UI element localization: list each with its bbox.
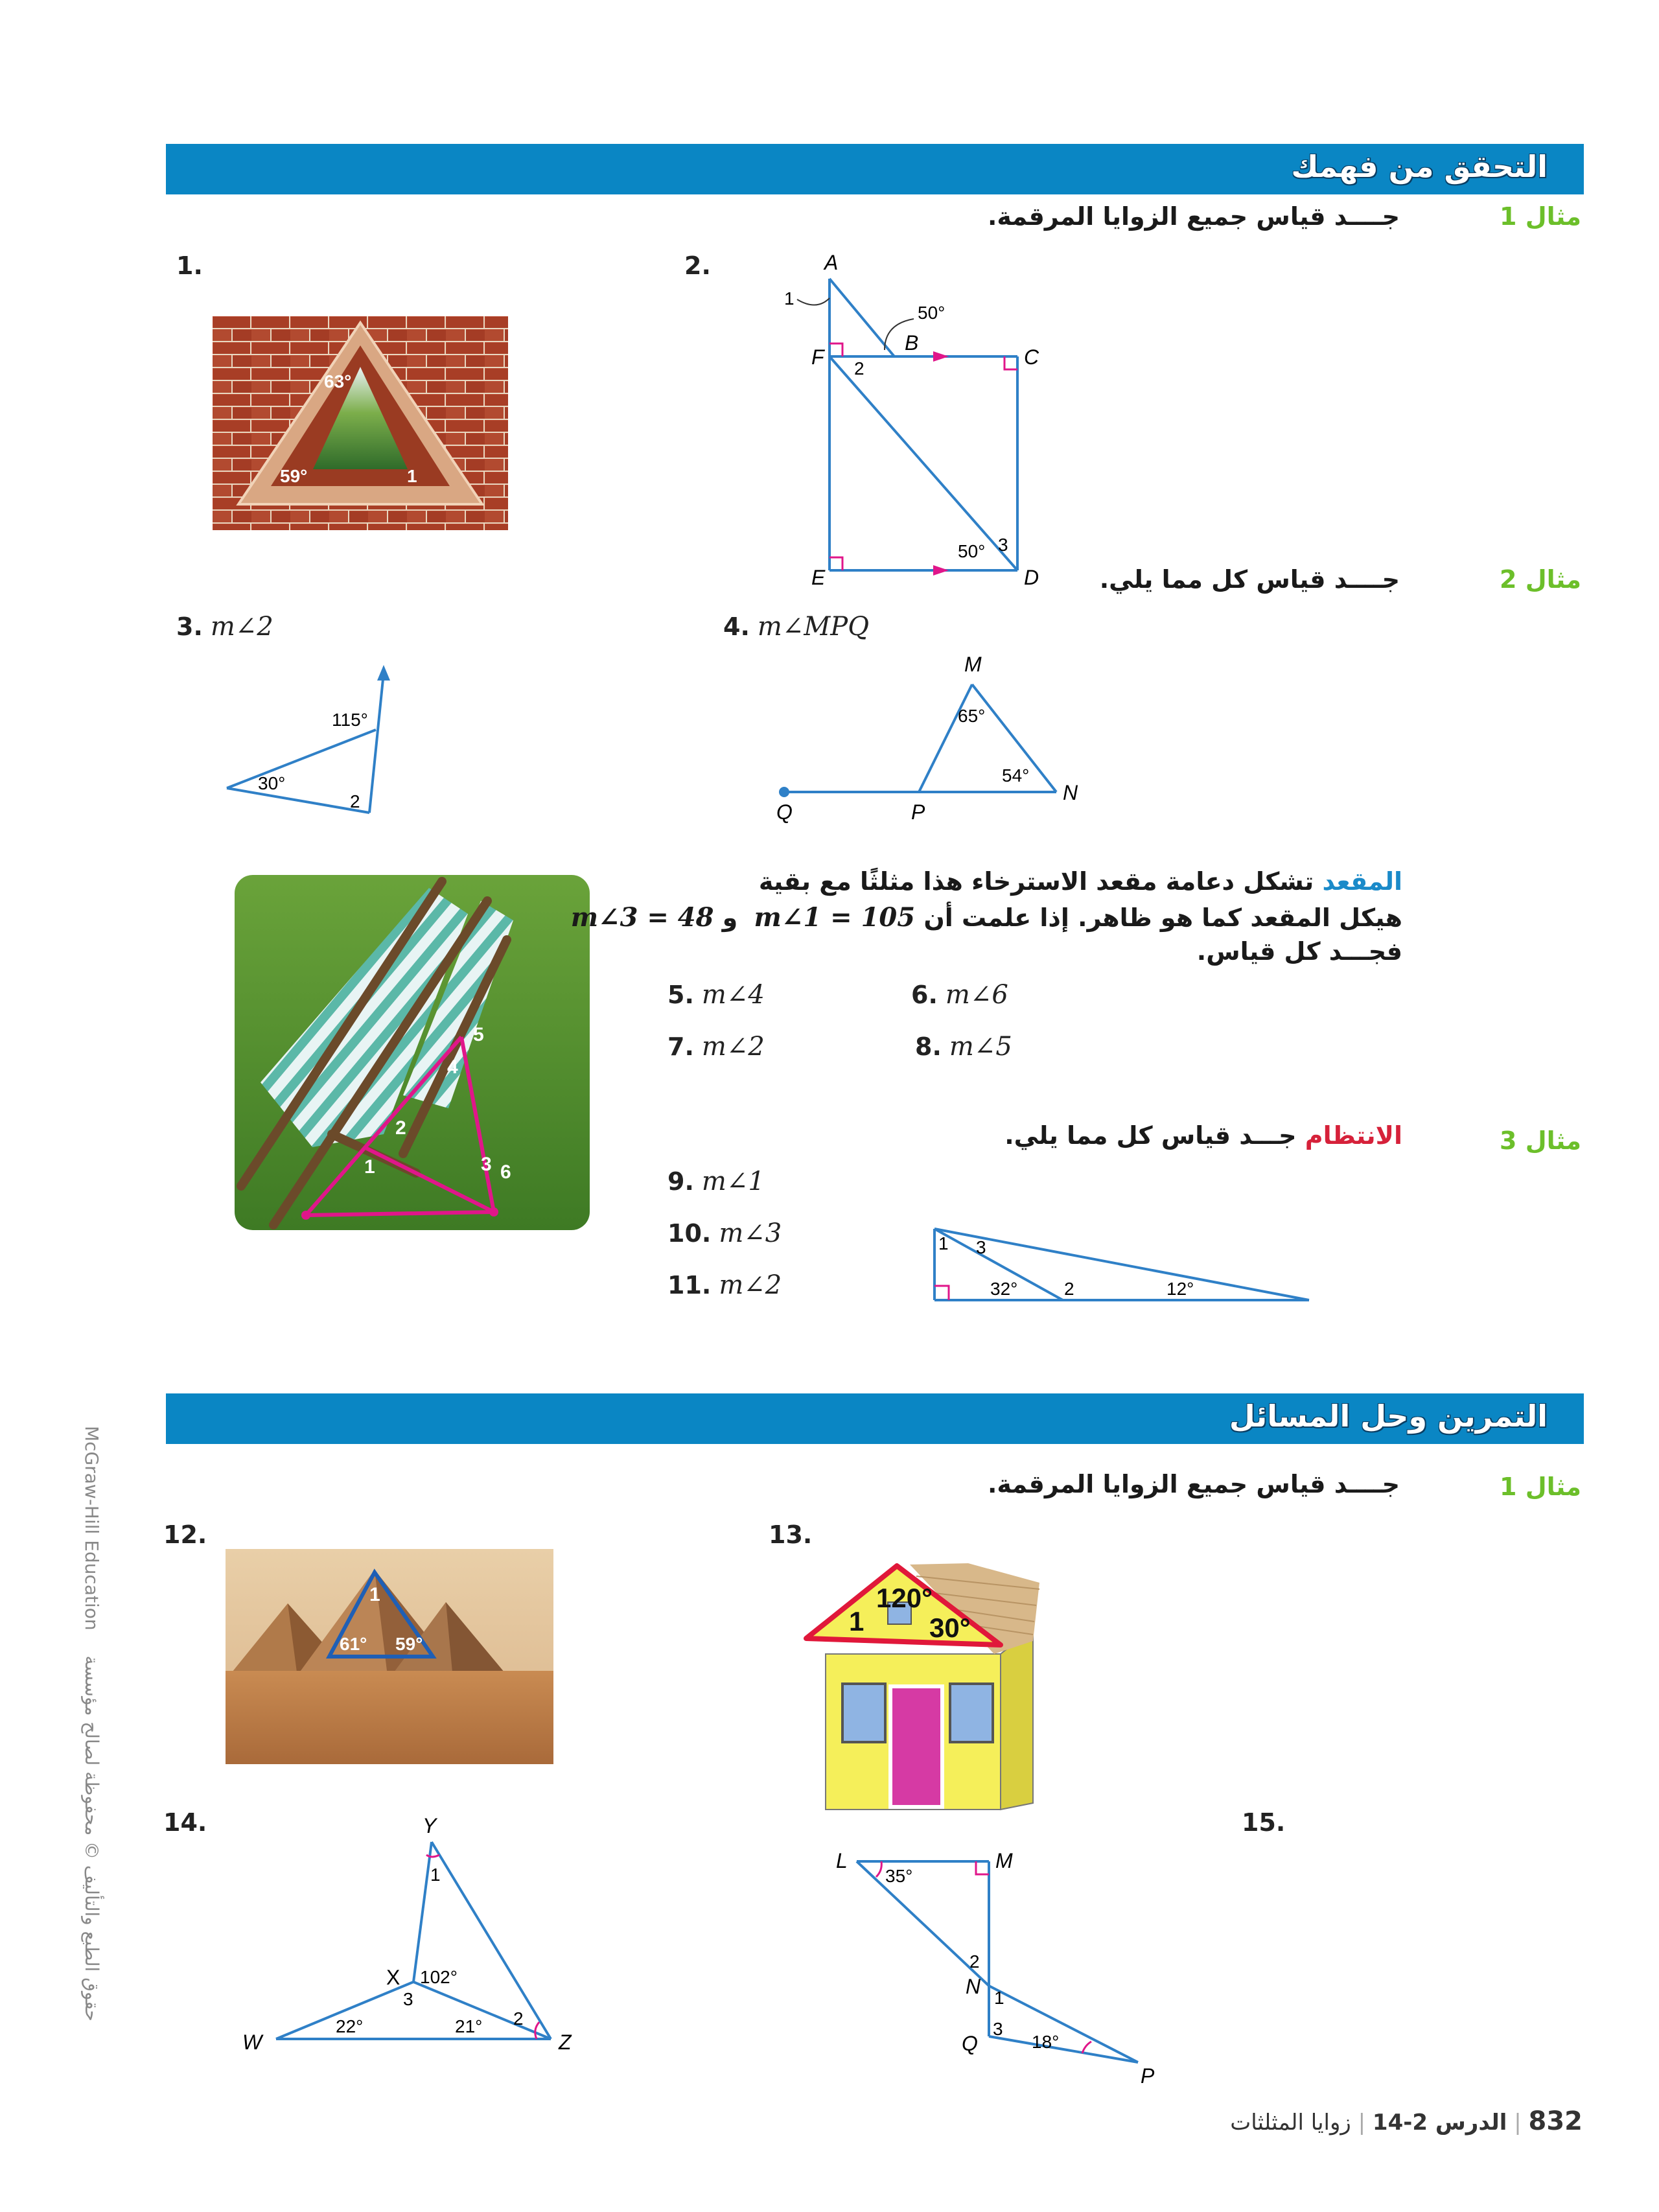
problem-11-number: 11. (667, 1271, 712, 1299)
angle-120-label: 120° (876, 1583, 933, 1613)
house-illustration (800, 1557, 1046, 1816)
vertex-p: P (911, 800, 925, 824)
example-1-label-practice: مثال 1 (1500, 1473, 1581, 1501)
chair-given-1: m∠1 = 105 (754, 902, 916, 933)
problem-6 (911, 980, 1008, 1010)
problem-3-number: 3. (176, 612, 203, 641)
angle-61-label: 61° (340, 1634, 367, 1654)
angle-32-label: 32° (990, 1279, 1018, 1299)
chair-keyword: المقعد (1322, 867, 1402, 896)
problem-4 (723, 612, 869, 642)
problem-13-number: 13. (769, 1520, 813, 1549)
angle-12-label: 12° (1166, 1279, 1194, 1299)
vertex-l: L (836, 1849, 848, 1872)
chair-text-2: هيكل المقعد كما هو ظاهر. إذا علمت أن (923, 903, 1402, 932)
example-3-keyword: الانتظام (1305, 1121, 1402, 1150)
problem-9-number: 9. (667, 1167, 694, 1196)
practice-banner (166, 1393, 1584, 1444)
problem-3 (176, 612, 273, 642)
problem-11-expression: m∠2 (719, 1270, 782, 1300)
angle-65-label: 65° (958, 706, 986, 726)
angle-35-label: 35° (885, 1866, 913, 1886)
problem-4-number: 4. (723, 612, 750, 641)
chair-problem-line-1 (759, 867, 1402, 896)
vertex-n: N (1063, 781, 1078, 804)
chair-problem-line-3: فجـــد كل قياس. (1196, 937, 1402, 966)
example-1-instruction-practice: جــــد قياس جميع الزوايا المرقمة. (988, 1470, 1400, 1498)
angle-2-label: 2 (513, 2008, 524, 2029)
problem-15-figure (823, 1834, 1173, 2093)
angle-3-label: 3 (998, 535, 1008, 555)
problem-4-figure (765, 648, 1102, 836)
problem-15-number: 15. (1242, 1808, 1286, 1837)
angle-50-b: 50° (918, 303, 946, 323)
problem-10 (667, 1218, 782, 1248)
angle-22-label: 22° (336, 2016, 364, 2036)
chair-angle-1: 1 (364, 1156, 375, 1178)
vertex-q: Q (962, 2032, 978, 2055)
angle-1-label: 1 (994, 1988, 1004, 2008)
angle-3-label: 3 (403, 1989, 413, 2009)
lesson-label: الدرس 2-14 (1372, 2110, 1507, 2136)
vertex-y: Y (423, 1814, 437, 1837)
check-understanding-banner (166, 144, 1584, 194)
angle-30-label: 30° (258, 773, 286, 793)
vertex-q: Q (776, 800, 793, 824)
vertex-p: P (1141, 2064, 1155, 2088)
problem-3-figure (214, 661, 408, 830)
chair-and: و (722, 903, 738, 932)
example-2-instruction: جــــد قياس كل مما يلي. (1099, 565, 1400, 594)
chair-angle-4: 4 (447, 1056, 458, 1078)
section-title: التمرين وحل المسائل (1229, 1399, 1548, 1434)
problem-12-number: 12. (163, 1520, 207, 1549)
example-3-instruction (1004, 1121, 1402, 1150)
chair-angle-2: 2 (395, 1117, 406, 1139)
angle-1-label: 1 (849, 1606, 864, 1636)
problem-1-number: 1. (176, 251, 203, 280)
problem-8 (915, 1032, 1012, 1062)
problem-8-number: 8. (915, 1032, 942, 1061)
problem-7-number: 7. (667, 1032, 694, 1061)
lesson-topic: زوايا المثلثات (1230, 2110, 1351, 2136)
problem-7 (667, 1032, 765, 1062)
problem-14-number: 14. (163, 1808, 207, 1837)
angle-59-label: 59° (280, 466, 308, 486)
angle-1-label: 1 (369, 1584, 380, 1605)
page-number: 832 (1528, 2106, 1583, 2136)
angle-21-label: 21° (455, 2016, 483, 2036)
angle-59-label: 59° (395, 1634, 423, 1654)
angle-1-label: 1 (938, 1233, 949, 1253)
problem-5-expression: m∠4 (701, 980, 765, 1010)
problem-10-number: 10. (667, 1219, 712, 1248)
angle-54-label: 54° (1002, 765, 1030, 786)
vertex-m: M (995, 1849, 1013, 1872)
vertex-m: M (964, 653, 982, 676)
angle-1-label: 1 (430, 1865, 441, 1885)
lounge-chair-photo (235, 875, 590, 1230)
angle-63-label: 63° (324, 371, 352, 391)
vertex-x: X (386, 1966, 400, 1989)
chair-angle-3: 3 (481, 1154, 492, 1175)
example-3-label: مثال 3 (1500, 1126, 1581, 1155)
angle-1-label: 1 (407, 466, 417, 486)
brick-window-photo (213, 316, 508, 530)
angle-30-label: 30° (929, 1612, 971, 1643)
problem-14-figure (233, 1808, 583, 2067)
vertex-z: Z (559, 2031, 572, 2054)
problem-9-expression: m∠1 (701, 1167, 765, 1196)
problem-9 (667, 1167, 765, 1196)
angle-2-label: 2 (854, 358, 864, 378)
example-2-label: مثال 2 (1500, 565, 1581, 594)
vertex-a: A (824, 251, 839, 274)
angle-2-label: 2 (350, 791, 360, 811)
problem-5-number: 5. (667, 981, 694, 1009)
angle-50-d: 50° (958, 541, 986, 561)
problem-4-expression: m∠MPQ (757, 612, 869, 642)
angle-102-label: 102° (420, 1967, 458, 1987)
vertex-b: B (905, 331, 919, 355)
chair-given-2: m∠3 = 48 (570, 902, 714, 933)
chair-text-1: تشكل دعامة مقعد الاسترخاء هذا مثلثًا مع بقية (758, 867, 1314, 896)
page-footer: 832 | الدرس 2-14 | زوايا المثلثات (1230, 2106, 1583, 2136)
rights-statement: حقوق الطبع والتأليف © محفوظة لصالح مؤسسة (81, 1655, 102, 2021)
vertex-w: W (242, 2031, 262, 2054)
chair-problem-line-2 (563, 902, 1402, 933)
problem-11 (667, 1270, 782, 1300)
example-1-instruction: جــــد قياس جميع الزوايا المرقمة. (988, 202, 1400, 231)
angle-2-label: 2 (1064, 1279, 1074, 1299)
problem-6-expression: m∠6 (945, 980, 1008, 1010)
problem-7-expression: m∠2 (701, 1032, 765, 1062)
angle-2-label: 2 (969, 1951, 980, 1972)
section-title: التحقق من فهمك (1291, 149, 1548, 184)
problem-10-expression: m∠3 (719, 1218, 782, 1248)
problem-2-figure (745, 246, 1082, 596)
example-1-label: مثال 1 (1500, 202, 1581, 231)
problem-3-expression: m∠2 (210, 612, 273, 642)
chair-angle-6: 6 (500, 1161, 511, 1183)
angle-3-label: 3 (976, 1237, 986, 1257)
vertex-f: F (811, 345, 824, 369)
vertex-n: N (966, 1975, 981, 1998)
vertex-d: D (1024, 566, 1039, 589)
angle-1-label: 1 (784, 288, 795, 309)
chair-angle-5: 5 (473, 1024, 484, 1045)
problem-2-number: 2. (684, 251, 711, 280)
angle-18-label: 18° (1032, 2032, 1060, 2052)
problem-5 (667, 980, 765, 1010)
pyramids-photo (226, 1549, 553, 1764)
vertex-c: C (1024, 345, 1039, 369)
angle-115-label: 115° (332, 710, 368, 730)
problem-6-number: 6. (911, 981, 938, 1009)
copyright-credit (81, 1426, 102, 2139)
publisher-name: McGraw-Hill Education (81, 1426, 102, 1631)
angle-3-label: 3 (993, 2019, 1003, 2039)
example-3-text: جـــد قياس كل مما يلي. (1004, 1121, 1297, 1150)
problem-9-11-figure (927, 1218, 1316, 1309)
vertex-e: E (811, 566, 826, 589)
problem-8-expression: m∠5 (949, 1032, 1012, 1062)
